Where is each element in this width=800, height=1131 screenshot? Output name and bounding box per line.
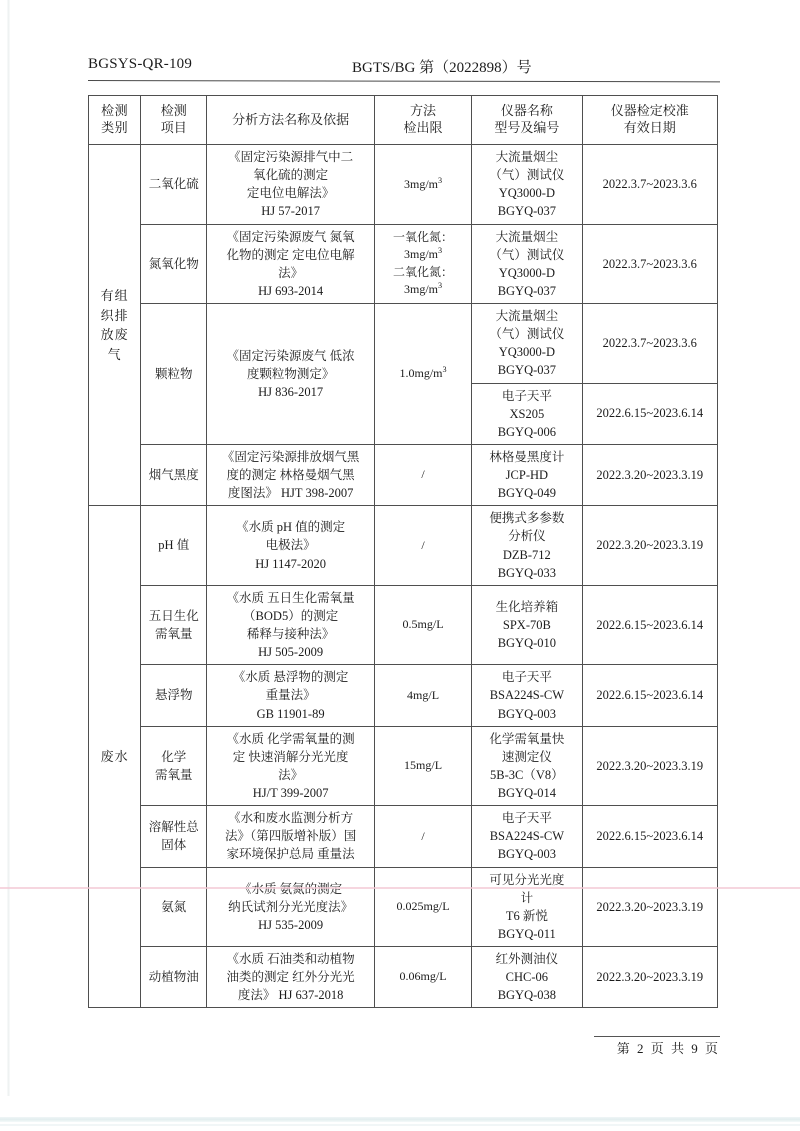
cell-detection-limit: 4mg/L xyxy=(374,665,471,726)
column-header-instrument: 仪器名称 型号及编号 xyxy=(472,96,582,145)
cell-detection-limit: 0.5mg/L xyxy=(374,585,471,665)
page-footer xyxy=(0,1038,720,1057)
footer-divider xyxy=(594,1036,720,1037)
cell-validity-date: 2022.3.7~2023.3.6 xyxy=(582,304,717,384)
cell-validity-date: 2022.3.20~2023.3.19 xyxy=(582,506,717,586)
cell-instrument: 便携式多参数 分析仪 DZB-712 BGYQ-033 xyxy=(472,506,582,586)
cell-item: 化学 需氧量 xyxy=(141,726,207,806)
detection-method-table xyxy=(88,95,718,1008)
page-number-label: 第 2 页 共 9 页 xyxy=(616,1041,720,1056)
cell-method: 《水质 石油类和动植物 油类的测定 红外分光光 度法》 HJ 637-2018 xyxy=(207,947,375,1008)
cell-item: 悬浮物 xyxy=(141,665,207,726)
cell-method: 纳氏试剂分光光度法》 HJ 535-2009 xyxy=(207,867,375,947)
cell-validity-date: 2022.3.20~2023.3.19 xyxy=(582,947,717,1008)
table-row xyxy=(89,665,718,726)
cell-validity-date: 2022.3.20~2023.3.19 xyxy=(582,726,717,806)
cell-instrument: 大流量烟尘 （气）测试仪 YQ3000-D BGYQ-037 xyxy=(472,224,582,304)
scan-pink-line-artifact xyxy=(0,887,800,889)
table-row xyxy=(89,145,718,225)
scan-bottom-band-artifact-2 xyxy=(0,1124,800,1126)
table-row xyxy=(89,585,718,665)
column-header-item: 检测 项目 xyxy=(141,96,207,145)
table-row xyxy=(89,806,718,867)
table-body xyxy=(89,145,718,1008)
cell-validity-date: 2022.3.20~2023.3.19 xyxy=(582,444,717,505)
cell-instrument: 大流量烟尘 （气）测试仪 YQ3000-D BGYQ-037 xyxy=(472,304,582,384)
cell-detection-limit: $3mg/m^3$ xyxy=(374,145,471,225)
cell-validity-date: 2022.3.20~2023.3.19 xyxy=(582,867,717,947)
form-code: BGSYS-QR-109 xyxy=(88,56,193,72)
report-number: BGTS/BG 第（2022898）号 xyxy=(352,60,532,76)
cell-method: 《固定污染源排放烟气黑 度的测定 林格曼烟气黑 度图法》 HJT 398-2007 xyxy=(207,444,375,505)
cell-item: pH 值 xyxy=(141,506,207,586)
table-row xyxy=(89,304,718,384)
cell-item: 动植物油 xyxy=(141,947,207,1008)
cell-validity-date: 2022.3.7~2023.3.6 xyxy=(582,224,717,304)
table-row xyxy=(89,506,718,586)
cell-detection-limit: 一氧化氮： $3mg/m^3$ 二氧化氮： $3mg/m^3$ xyxy=(374,224,471,304)
cell-instrument: 电子天平 BSA224S-CW BGYQ-003 xyxy=(472,806,582,867)
table-row xyxy=(89,224,718,304)
column-header-category: 检测 类别 xyxy=(89,96,141,145)
cell-instrument: 林格曼黑度计 JCP-HD BGYQ-049 xyxy=(472,444,582,505)
cell-method: 《固定污染源排气中二 氧化硫的测定 定电位电解法》 HJ 57-2017 xyxy=(207,145,375,225)
cell-item: 氮氧化物 xyxy=(141,224,207,304)
column-header-validity: 仪器检定校准 有效日期 xyxy=(582,96,717,145)
cell-item: 溶解性总 固体 xyxy=(141,806,207,867)
cell-item: 二氧化硫 xyxy=(141,145,207,225)
document-header xyxy=(88,56,718,82)
cell-detection-limit: 15mg/L xyxy=(374,726,471,806)
cell-instrument: 大流量烟尘 （气）测试仪 YQ3000-D BGYQ-037 xyxy=(472,145,582,225)
cell-instrument: 化学需氧量快 速测定仪 5B-3C（V8） BGYQ-014 xyxy=(472,726,582,806)
scan-left-edge-artifact xyxy=(7,0,10,1096)
cell-validity-date: 2022.6.15~2023.6.14 xyxy=(582,585,717,665)
cell-item: 颗粒物 xyxy=(141,304,207,445)
cell-method: 《水质 悬浮物的测定 重量法》 GB 11901-89 xyxy=(207,665,375,726)
cell-method: 《固定污染源废气 氮氧 化物的测定 定电位电解 法》 HJ 693-2014 xyxy=(207,224,375,304)
cell-detection-limit: 0.06mg/L xyxy=(374,947,471,1008)
cell-detection-limit: / xyxy=(374,506,471,586)
table-row xyxy=(89,947,718,1008)
cell-category-flue-gas: 有组 织排 放废 气 xyxy=(89,145,141,506)
cell-category-wastewater: 废水 xyxy=(89,506,141,1008)
cell-detection-limit: / xyxy=(374,806,471,867)
table-header-row xyxy=(89,96,718,145)
cell-validity-date: 2022.6.15~2023.6.14 xyxy=(582,806,717,867)
table-row xyxy=(89,444,718,505)
cell-instrument: 红外测油仪 CHC-06 BGYQ-038 xyxy=(472,947,582,1008)
cell-instrument: 电子天平 XS205 BGYQ-006 xyxy=(472,383,582,444)
table-row xyxy=(89,726,718,806)
cell-validity-date: 2022.6.15~2023.6.14 xyxy=(582,383,717,444)
cell-detection-limit: 0.025mg/L xyxy=(374,867,471,947)
cell-method: 《水和废水监测分析方 法》（第四版增补版）国 家环境保护总局 重量法 xyxy=(207,806,375,867)
cell-item: 烟气黑度 xyxy=(141,444,207,505)
cell-item: 五日生化 需氧量 xyxy=(141,585,207,665)
cell-instrument: 电子天平 BSA224S-CW BGYQ-003 xyxy=(472,665,582,726)
cell-instrument: 生化培养箱 SPX-70B BGYQ-010 xyxy=(472,585,582,665)
column-header-method: 分析方法名称及依据 xyxy=(207,96,375,145)
cell-detection-limit: / xyxy=(374,444,471,505)
scan-bottom-band-artifact xyxy=(0,1117,800,1122)
table-row xyxy=(89,867,718,947)
cell-method: 《固定污染源废气 低浓 度颗粒物测定》 HJ 836-2017 xyxy=(207,304,375,445)
cell-instrument: 可见分光光度 计 T6 新悦 BGYQ-011 xyxy=(472,867,582,947)
cell-validity-date: 2022.6.15~2023.6.14 xyxy=(582,665,717,726)
cell-method: 《水质 pH 值的测定 电极法》 HJ 1147-2020 xyxy=(207,506,375,586)
cell-method: 《水质 五日生化需氧量 （BOD5）的测定 稀释与接种法》 HJ 505-2009 xyxy=(207,585,375,665)
cell-validity-date: 2022.3.7~2023.3.6 xyxy=(582,145,717,225)
column-header-limit: 方法 检出限 xyxy=(374,96,471,145)
cell-detection-limit: $1.0mg/m^3$ xyxy=(374,304,471,445)
cell-method: 《水质 化学需氧量的测 定 快速消解分光光度 法》 HJ/T 399-2007 xyxy=(207,726,375,806)
cell-item: 氨氮 xyxy=(141,867,207,947)
